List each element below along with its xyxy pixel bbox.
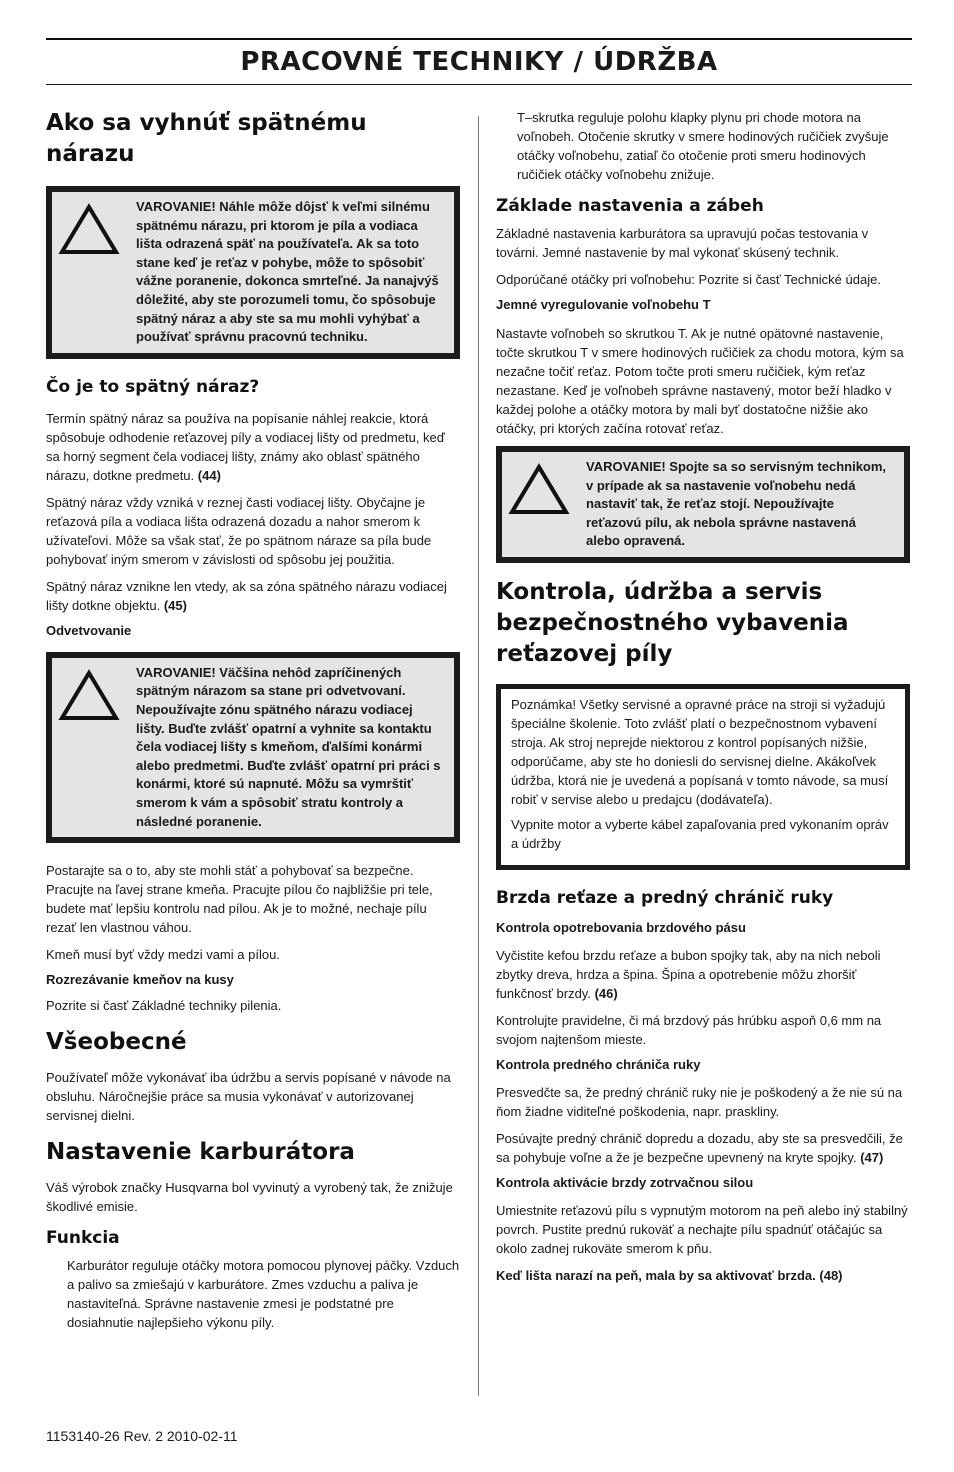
paragraph: Základné nastavenia karburátora sa upravujú počas testovania v továrni. Jemné nastavenie by mal vykonať skúsený technik. xyxy=(496,226,869,260)
section-heading-carburetor: Nastavenie karburátora xyxy=(46,1139,355,1166)
warning-text: VAROVANIE! Spojte sa so servisným technikom, v prípade ak sa nastavenie voľnobehu nedá nastaviť tak, že reťaz stojí. Nepoužívajte reťazovú pílu, ak nebola správne nastavená alebo opravená. xyxy=(586,459,887,549)
paragraph xyxy=(496,946,910,1003)
paragraph: Kmeň musí byť vždy medzi vami a pílou. xyxy=(46,947,280,963)
page-title: PRACOVNÉ TECHNIKY / ÚDRŽBA xyxy=(240,47,718,77)
minor-heading-limbing: Odvetvovanie xyxy=(46,622,132,638)
paragraph xyxy=(496,1266,910,1285)
paragraph: T–skrutka reguluje polohu klapky plynu pri chode motora na voľnobeh. Otočenie skrutky v smere hodinových ručičiek zvyšuje otáčky voľnobehu, zatiaľ čo otočenie proti smeru hodinových ručičiek otáčky voľnobehu znižuje. xyxy=(517,110,889,182)
paragraph-text: Termín spätný náraz sa používa na popísanie náhlej reakcie, ktorá spôsobuje odhodenie reťazovej píly a vodiacej lišty od predmetu, keď sa horný segment čela vodiacej lišty, známy ako oblasť spätného nárazu, dotkne predmetu. xyxy=(46,410,445,483)
figure-reference: (44) xyxy=(197,467,221,483)
figure-reference: (45) xyxy=(163,597,187,613)
paragraph: Pozrite si časť Základné techniky pilenia. xyxy=(46,998,282,1014)
minor-heading-brake-band: Kontrola opotrebovania brzdového pásu xyxy=(496,919,746,935)
paragraph xyxy=(46,409,460,485)
paragraph-text: Posúvajte predný chránič dopredu a dozadu, aby ste sa presvedčili, že sa pohybuje voľne a že je bezpečne upevnený na kryte spojky. xyxy=(496,1130,903,1165)
paragraph: Spätný náraz vždy vzniká v reznej časti vodiacej lišty. Obyčajne je reťazová píla a vodiaca lišta odrazená dozadu a nahor smerom k užívateľovi. Môže sa však stať, že po spätnom náraze sa píla bude pohybovať iným smerom v závislosti od spôsobu jej použitia. xyxy=(46,494,432,567)
warning-triangle-icon xyxy=(508,458,586,551)
section-heading-kickback: Ako sa vyhnúť spätnému nárazu xyxy=(46,110,367,167)
paragraph xyxy=(496,1129,910,1167)
paragraph: Umiestnite reťazovú pílu s vypnutým motorom na peň alebo iný stabilný povrch. Pustite prednú rukoväť a nechajte pílu spadnúť otáčajúc sa okolo zadnej rukoväte smerom k pňu. xyxy=(496,1202,908,1256)
subsection-heading-what-is-kickback: Čo je to spätný náraz? xyxy=(46,376,260,397)
column-divider xyxy=(478,116,479,1396)
figure-reference: (47) xyxy=(860,1149,884,1165)
paragraph: Váš výrobok značky Husqvarna bol vyvinutý a vyrobený tak, že znižuje škodlivé emisie. xyxy=(46,1180,453,1215)
subsection-heading-chain-brake: Brzda reťaze a predný chránič ruky xyxy=(496,887,834,908)
warning-triangle-icon xyxy=(58,198,136,347)
paragraph: Karburátor reguluje otáčky motora pomocou plynovej páčky. Vzduch a palivo sa zmiešajú v karburátore. Zmes vzduchu a paliva je nastaviteľná. Správne nastavenie zmesi je podstatné pre dosiahnutie najlepšieho výkonu píly. xyxy=(67,1258,460,1331)
subsection-heading-basic-settings: Základe nastavenia a zábeh xyxy=(496,196,764,216)
warning-text: VAROVANIE! Väčšina nehôd zapríčinených spätným nárazom sa stane pri odvetvovaní. Nepoužívajte zónu spätného nárazu vodiacej lišty. Buďte zvlášť opatrní a vyhnite sa kontaktu čela vodiacej lišty s kmeňom, ďalšími konármi alebo predmetmi. Buďte zvlášť opatrní pri práci s konármi, ktoré sú napnuté. Môžu sa vymrštiť smerom k vám a spôsobiť stratu kontroly a následné poranenie. xyxy=(136,664,441,829)
paragraph: Kontrolujte pravidelne, či má brzdový pás hrúbku aspoň 0,6 mm na svojom najtenšom mieste. xyxy=(496,1012,882,1047)
paragraph-text: Spätný náraz vznikne len vtedy, ak sa zóna spätného nárazu vodiacej lišty dotkne objektu. xyxy=(46,578,447,613)
note-box xyxy=(496,684,910,870)
section-heading-general: Všeobecné xyxy=(46,1029,187,1056)
minor-heading-hand-guard: Kontrola predného chrániča ruky xyxy=(496,1056,701,1072)
subsection-heading-function: Funkcia xyxy=(46,1228,120,1249)
paragraph: Presvedčte sa, že predný chránič ruky nie je poškodený a že nie sú na ňom žiadne viditeľné poškodenia, napr. praskliny. xyxy=(496,1084,903,1119)
figure-reference: (46) xyxy=(594,985,618,1001)
paragraph: Používateľ môže vykonávať iba údržbu a servis popísané v návode na obsluhu. Náročnejšie práce sa musia vykonávať v autorizovanej servisnej dielni. xyxy=(46,1070,451,1124)
paragraph: Odporúčané otáčky pri voľnobehu: Pozrite si časť Technické údaje. xyxy=(496,272,881,287)
note-text: Vypnite motor a vyberte kábel zapaľovania pred vykonaním opráv a údržby xyxy=(511,816,889,851)
paragraph: Postarajte sa o to, aby ste mohli stáť a pohybovať sa bezpečne. Pracujte na ľavej strane kmeňa. Pracujte pílou čo najbližšie pri tele, budete mať lepšiu kontrolu nad pílou. Ak je to možné, nechaje pílu rezať len vlastnou váhou. xyxy=(46,863,433,936)
minor-heading-idle-adjust: Jemné vyregulovanie voľnobehu T xyxy=(496,297,711,312)
left-column xyxy=(46,108,460,1340)
paragraph xyxy=(46,577,460,615)
page-footer: 1153140-26 Rev. 2 2010-02-11 xyxy=(46,1428,238,1444)
warning-text: VAROVANIE! Náhle môže dôjsť k veľmi silnému spätnému nárazu, pri ktorom je píla a vodiaca lišta odrazená späť na používateľa. Ak sa toto stane keď je reťaz v pohybe, môže to spôsobiť vážne poranenie, dokonca smrteľné. Ja nanajvýš dôležité, aby ste porozumeli tomu, čo spôsobuje spätný náraz a aby ste sa mu mohli vyhýbať a používať správnu pracovnú techniku. xyxy=(136,199,439,345)
section-heading-safety-equipment: Kontrola, údržba a servis bezpečnostného vybavenia reťazovej píly xyxy=(496,578,849,667)
warning-triangle-icon xyxy=(58,664,136,831)
warning-box-idle xyxy=(496,446,910,563)
warning-box-kickback xyxy=(46,186,460,359)
minor-heading-bucking: Rozrezávanie kmeňov na kusy xyxy=(46,972,234,988)
paragraph: Nastavte voľnobeh so skrutkou T. Ak je nutné opätovné nastavenie, točte skrutkou T v smere hodinových ručičiek za chodu motora, kým sa nezačne točiť reťaz. Potom točte proti smeru ručičiek, kým reťaz nezastane. Keď je voľnobeh správne nastavený, motor beží hladko v každej polohe a otáčky motora by mali byť dostatočne nižšie ako otáčky, pri ktorých začína rotovať reťaz. xyxy=(496,326,904,436)
figure-reference: (48) xyxy=(819,1267,843,1283)
page-header xyxy=(46,38,912,85)
right-column xyxy=(496,108,910,1293)
paragraph-text: Vyčistite kefou brzdu reťaze a bubon spojky tak, aby na nich neboli zbytky dreva, hrdza a špina. Špina a opotrebenie môžu zhoršiť funkčnosť brzdy. xyxy=(496,947,881,1001)
note-text: Poznámka! Všetky servisné a opravné práce na stroji si vyžadujú špeciálne školenie. Toto zvlášť platí o bezpečnostnom vybavení stroja. Ak stroj neprejde niektorou z kontrol popísaných nižšie, odporúčame, aby ste ho doniesli do servisnej dielne. Akákoľvek údržba, ktorá nie je uvedená a popísaná v tomto návode, sa musí robiť v servise alebo u predajcu (dodávateľa). xyxy=(511,696,889,807)
minor-heading-inertia-brake: Kontrola aktivácie brzdy zotrvačnou silou xyxy=(496,1174,754,1190)
paragraph-text: Keď lišta narazí na peň, mala by sa aktivovať brzda. xyxy=(496,1267,816,1283)
warning-box-limbing xyxy=(46,652,460,843)
